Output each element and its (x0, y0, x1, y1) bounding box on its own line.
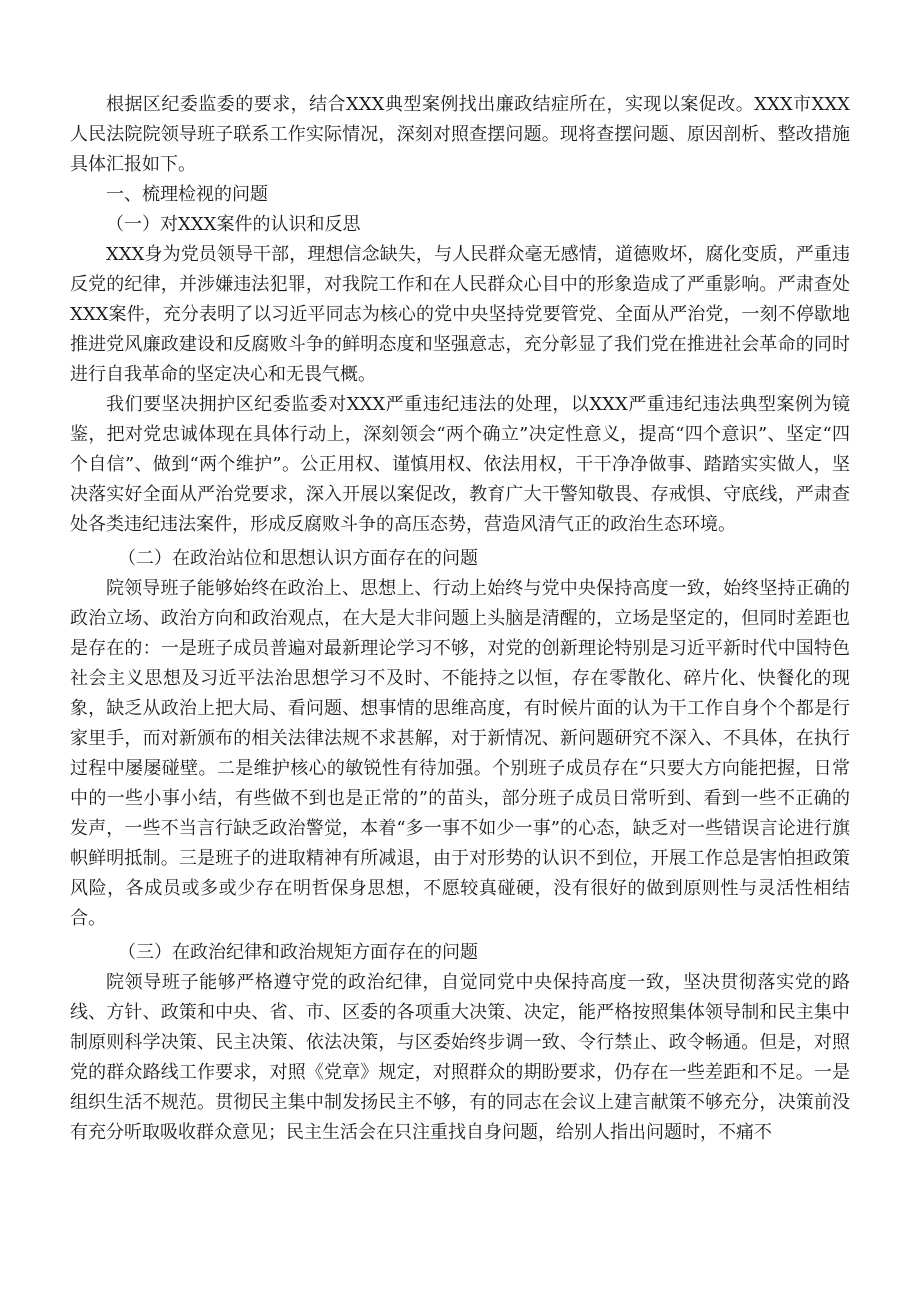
heading-subsection-3: （三）在政治纪律和政治规矩方面存在的问题 (118, 942, 478, 963)
paragraph-political-discipline: 院领导班子能够严格遵守党的政治纪律，自觉同党中央保持高度一致，坚决贯彻落实党的路线、方针、政策和中央、省、市、区委的各项重大决策、决定，能严格按照集体领导制和民主集中制原则科学决策、民主决策、依法决策，与区委始终步调一致、令行禁止、政令畅通。但是，对照党的群众路线工作要求，对照《党章》规定，对照群众的期盼要求，仍存在一些差距和不足。一是组织生活不规范。贯彻民主集中制发扬民主不够，有的同志在会议上建言献策不够充分，决策前没有充分听取吸收群众意见；民主生活会在只注重找自身问题，给别人指出问题时，不痛不 (70, 972, 850, 1143)
document-body (70, 90, 850, 1148)
heading-subsection-1: （一）对XXX案件的认识和反思 (106, 214, 361, 235)
paragraph-support-handling: 我们要坚决拥护区纪委监委对XXX严重违纪违法的处理，以XXX严重违纪违法典型案例为镜鉴，把对党忠诚体现在具体行动上，深刻领会“两个确立”决定性意义，提高“四个意识”、坚定“四个自信”、做到“两个维护”。公正用权、谨慎用权、依法用权，干干净净做事、踏踏实实做人，坚决落实好全面从严治党要求，深入开展以案促改，教育广大干警知敬畏、存戒惧、守底线，严肃查处各类违纪违法案件，形成反腐败斗争的高压态势，营造风清气正的政治生态环境。 (70, 394, 850, 535)
paragraph-political-stance: 院领导班子能够始终在政治上、思想上、行动上始终与党中央保持高度一致，始终坚持正确的政治立场、政治方向和政治观点，在大是大非问题上头脑是清醒的，立场是坚定的，但同时差距也是存在的：一是班子成员普遍对最新理论学习不够，对党的创新理论特别是习近平新时代中国特色社会主义思想及习近平法治思想学习不及时、不能持之以恒，存在零散化、碎片化、快餐化的现象，缺乏从政治上把大局、看问题、想事情的思维高度，有时候片面的认为干工作自身个个都是行家里手，而对新颁布的相关法律法规不求甚解，对于新情况、新问题研究不深入、不具体，在执行过程中屡屡碰壁。二是维护核心的敏锐性有待加强。个别班子成员存在“只要大方向能把握，日常中的一些小事小结，有些做不到也是正常的”的苗头，部分班子成员日常听到、看到一些不正确的发声，一些不当言行缺乏政治警觉，本着“多一事不如少一事”的心态，缺乏对一些错误言论进行旗帜鲜明抵制。三是班子的进取精神有所减退，由于对形势的认识不到位，开展工作总是害怕担政策风险，各成员或多或少存在明哲保身思想，不愿较真碰硬，没有很好的做到原则性与灵活性相结合。 (70, 578, 850, 929)
paragraph-intro: 根据区纪委监委的要求，结合XXX典型案例找出廉政结症所在，实现以案促改。XXX市XXX人民法院院领导班子联系工作实际情况，深刻对照查摆问题。现将查摆问题、原因剖析、整改措施具体汇报如下。 (70, 94, 850, 175)
heading-subsection-2: （二）在政治站位和思想认识方面存在的问题 (118, 548, 478, 569)
paragraph-case-reflection: XXX身为党员领导干部，理想信念缺失，与人民群众毫无感情，道德败坏，腐化变质，严重违反党的纪律，并涉嫌违法犯罪，对我院工作和在人民群众心目中的形象造成了严重影响。严肃查处XXX案件，充分表明了以习近平同志为核心的党中央坚持党要管党、全面从严治党，一刻不停歇地推进党风廉政建设和反腐败斗争的鲜明态度和坚强意志，充分彰显了我们党在推进社会革命的同时进行自我革命的坚定决心和无畏气概。 (70, 244, 850, 385)
heading-section-1: 一、梳理检视的问题 (106, 184, 268, 205)
